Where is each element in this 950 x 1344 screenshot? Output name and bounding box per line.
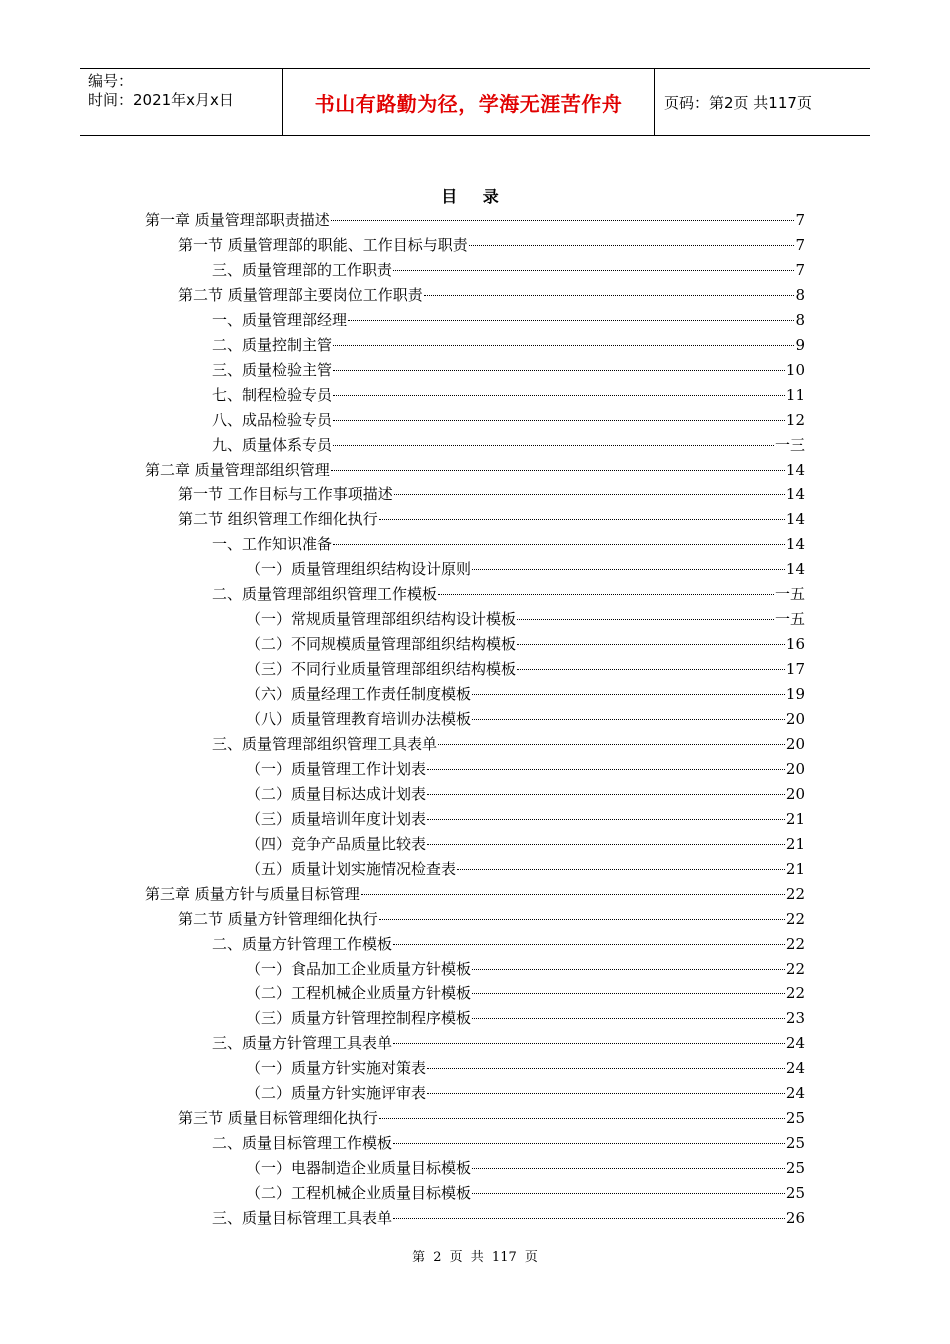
toc-entry-page: 11 [785, 385, 805, 404]
toc-entry-label: 三、质量管理部的工作职责 [212, 260, 393, 279]
toc-entry-page: 16 [785, 635, 805, 654]
toc-entry[interactable] [246, 632, 805, 657]
toc-entry-label: （三）质量方针管理控制程序模板 [246, 1009, 472, 1028]
toc-entry-label: 第二章 质量管理部组织管理 [145, 460, 330, 479]
toc-dot-leader [472, 1168, 785, 1169]
toc-dot-leader [379, 919, 785, 920]
toc-entry[interactable] [178, 507, 805, 532]
toc-entry[interactable] [212, 358, 805, 383]
toc-entry-label: 第二节 组织管理工作细化执行 [178, 510, 378, 529]
toc-dot-leader [517, 669, 785, 670]
toc-entry[interactable] [212, 582, 805, 607]
toc-entry-label: 二、质量管理部组织管理工作模板 [212, 585, 438, 604]
toc-entry[interactable] [246, 1081, 805, 1106]
toc-entry[interactable] [246, 857, 805, 882]
toc-dot-leader [427, 844, 785, 845]
toc-entry-label: 三、质量管理部组织管理工具表单 [212, 734, 438, 753]
header-left-cell [80, 69, 282, 135]
toc-entry-label: （三）不同行业质量管理部组织结构模板 [246, 660, 517, 679]
toc-entry-page: 23 [785, 1009, 805, 1028]
toc-entry-page: 14 [785, 510, 805, 529]
toc-entry-label: （二）不同规模质量管理部组织结构模板 [246, 635, 517, 654]
toc-entry[interactable] [178, 907, 805, 932]
toc-entry[interactable] [246, 832, 805, 857]
toc-dot-leader [427, 769, 785, 770]
toc-entry-label: （二）质量方针实施评审表 [246, 1084, 427, 1103]
toc-entry[interactable] [246, 1181, 805, 1206]
toc-entry[interactable] [145, 208, 805, 233]
toc-entry-page: 7 [795, 260, 805, 279]
toc-dot-leader [472, 694, 785, 695]
toc-entry-page: 25 [785, 1109, 805, 1128]
toc-entry[interactable] [246, 1006, 805, 1031]
toc-entry[interactable] [246, 782, 805, 807]
toc-entry-label: 一、工作知识准备 [212, 535, 333, 554]
toc-dot-leader [333, 445, 774, 446]
toc-entry-page: 一三 [774, 435, 805, 454]
toc-entry[interactable] [178, 1106, 805, 1131]
toc-entry-label: （一）质量管理工作计划表 [246, 759, 427, 778]
toc-entry[interactable] [212, 1206, 805, 1231]
toc-dot-leader [438, 744, 785, 745]
toc-dot-leader [331, 470, 785, 471]
toc-entry-page: 7 [795, 211, 805, 229]
toc-dot-leader [348, 320, 794, 321]
toc-entry-page: 22 [785, 884, 805, 903]
toc-entry-label: 二、质量目标管理工作模板 [212, 1134, 393, 1153]
toc-entry-label: 八、成品检验专员 [212, 410, 333, 429]
toc-entry-page: 22 [785, 934, 805, 953]
toc-dot-leader [472, 1193, 785, 1194]
toc-dot-leader [379, 1118, 785, 1119]
toc-entry-label: 第二节 质量管理部主要岗位工作职责 [178, 285, 423, 304]
toc-entry-label: 第二节 质量方针管理细化执行 [178, 909, 378, 928]
toc-dot-leader [427, 1093, 785, 1094]
toc-dot-leader [472, 993, 785, 994]
toc-dot-leader [361, 894, 785, 895]
toc-entry-label: 三、质量检验主管 [212, 360, 333, 379]
toc-dot-leader [333, 544, 785, 545]
toc-entry-page: 9 [795, 335, 805, 354]
toc-dot-leader [393, 1218, 785, 1219]
toc-entry[interactable] [145, 458, 805, 483]
toc-dot-leader [472, 569, 785, 570]
toc-entry[interactable] [212, 258, 805, 283]
toc-entry-label: 九、质量体系专员 [212, 435, 333, 454]
toc-entry-label: 第三节 质量目标管理细化执行 [178, 1109, 378, 1128]
toc-entry-page: 22 [785, 909, 805, 928]
toc-dot-leader [379, 519, 785, 520]
toc-entry[interactable] [145, 882, 805, 907]
toc-entry-label: （四）竞争产品质量比较表 [246, 834, 427, 853]
page-header [80, 68, 870, 136]
toc-entry-label: （一）质量管理组织结构设计原则 [246, 560, 472, 579]
toc-dot-leader [472, 719, 785, 720]
toc-dot-leader [457, 869, 785, 870]
toc-entry[interactable] [212, 932, 805, 957]
toc-entry-label: 第一节 工作目标与工作事项描述 [178, 485, 393, 504]
toc-entry[interactable] [212, 732, 805, 757]
toc-entry[interactable] [246, 807, 805, 832]
toc-entry-page: 26 [785, 1209, 805, 1227]
toc-dot-leader [427, 819, 785, 820]
toc-dot-leader [472, 1018, 785, 1019]
toc-entry[interactable] [246, 1156, 805, 1181]
toc-entry-page: 25 [785, 1134, 805, 1153]
toc-entry-page: 10 [785, 360, 805, 379]
toc-entry-label: 第一节 质量管理部的职能、工作目标与职责 [178, 235, 468, 254]
toc-dot-leader [517, 619, 774, 620]
toc-entry-page: 21 [785, 834, 805, 853]
toc-entry-label: 第三章 质量方针与质量目标管理 [145, 884, 360, 903]
toc-entry-page: 14 [785, 460, 805, 479]
toc-entry-label: （一）电器制造企业质量目标模板 [246, 1159, 472, 1178]
toc-entry-page: 24 [785, 1084, 805, 1103]
toc-dot-leader [438, 594, 774, 595]
toc-title: 目 录 [441, 187, 509, 206]
toc-entry[interactable] [246, 981, 805, 1006]
toc-entry-page: 25 [785, 1184, 805, 1203]
toc-entry-label: 第一章 质量管理部职责描述 [145, 211, 330, 229]
toc-dot-leader [393, 1043, 785, 1044]
toc-entry[interactable] [246, 707, 805, 732]
toc-entry-label: 一、质量管理部经理 [212, 310, 348, 329]
toc-dot-leader [333, 345, 794, 346]
toc-entry-page: 22 [785, 959, 805, 978]
toc-dot-leader [331, 220, 795, 221]
toc-dot-leader [393, 270, 794, 271]
toc-entry-label: （二）工程机械企业质量目标模板 [246, 1184, 472, 1203]
toc-entry-label: 三、质量方针管理工具表单 [212, 1034, 393, 1053]
toc-entry-page: 8 [795, 285, 805, 304]
toc-entry[interactable] [246, 1056, 805, 1081]
toc-entry-page: 8 [795, 310, 805, 329]
toc-entry[interactable] [178, 233, 805, 258]
toc-entry-label: （三）质量培训年度计划表 [246, 809, 427, 828]
toc-dot-leader [333, 395, 785, 396]
toc-dot-leader [333, 370, 785, 371]
header-number: 编号： [88, 72, 134, 90]
toc-dot-leader [469, 245, 795, 246]
toc-entry[interactable] [212, 532, 805, 557]
toc-entry[interactable] [246, 957, 805, 982]
toc-entry-label: （一）食品加工企业质量方针模板 [246, 959, 472, 978]
toc-entry-label: （五）质量计划实施情况检查表 [246, 859, 457, 878]
toc-entry-page: 24 [785, 1059, 805, 1078]
toc-entry-label: （二）质量目标达成计划表 [246, 784, 427, 803]
toc-entry-page: 14 [785, 560, 805, 579]
toc-dot-leader [424, 295, 795, 296]
toc-entry[interactable] [212, 1131, 805, 1156]
header-motto: 书山有路勤为径，学海无涯苦作舟 [282, 69, 655, 135]
toc-entry[interactable] [246, 757, 805, 782]
toc-dot-leader [427, 1068, 785, 1069]
toc-entry-label: （八）质量管理教育培训办法模板 [246, 710, 472, 728]
toc-entry[interactable] [178, 283, 805, 308]
toc-entry-page: 17 [785, 660, 805, 679]
page-footer: 第 2 页 共 117 页 [412, 1250, 538, 1265]
toc-entry-label: 七、制程检验专员 [212, 385, 333, 404]
toc-entry[interactable] [212, 308, 805, 333]
toc-entry-label: 二、质量控制主管 [212, 335, 333, 354]
toc-entry-page: 19 [785, 685, 805, 704]
toc-entry-page: 14 [785, 535, 805, 554]
toc-entry[interactable] [178, 482, 805, 507]
toc-entry-page: 21 [785, 859, 805, 878]
toc-entry[interactable] [212, 433, 805, 458]
toc-entry[interactable] [246, 557, 805, 582]
toc-entry-label: 三、质量目标管理工具表单 [212, 1209, 393, 1227]
toc-dot-leader [393, 1143, 785, 1144]
toc-entry[interactable] [212, 408, 805, 433]
toc-dot-leader [394, 494, 785, 495]
toc-entry-page: 22 [785, 984, 805, 1003]
header-page-info: 页码：第2页 共117页 [664, 93, 812, 112]
toc-entry-page: 21 [785, 809, 805, 828]
toc-entry-page: 20 [785, 784, 805, 803]
toc-entry-label: （一）常规质量管理部组织结构设计模板 [246, 610, 517, 629]
toc-entry-page: 20 [785, 759, 805, 778]
toc-entry-label: （二）工程机械企业质量方针模板 [246, 984, 472, 1003]
toc-entry[interactable] [212, 333, 805, 358]
toc-entry-page: 一五 [774, 610, 805, 629]
toc-entry-page: 7 [795, 235, 805, 254]
toc-entry-page: 20 [785, 734, 805, 753]
toc-dot-leader [393, 944, 785, 945]
toc-dot-leader [472, 969, 785, 970]
toc-dot-leader [427, 794, 785, 795]
toc-entry-page: 24 [785, 1034, 805, 1053]
toc-entry-label: （一）质量方针实施对策表 [246, 1059, 427, 1078]
toc-entry-page: 25 [785, 1159, 805, 1178]
toc-dot-leader [517, 644, 785, 645]
toc-entry[interactable] [212, 383, 805, 408]
toc-entry-page: 一五 [774, 585, 805, 604]
toc-entry-label: （六）质量经理工作责任制度模板 [246, 685, 472, 704]
toc-dot-leader [333, 420, 785, 421]
header-time: 时间：2021年x月x日 [88, 91, 234, 109]
toc-entry[interactable] [246, 657, 805, 682]
toc-entry-page: 20 [785, 710, 805, 728]
toc-entry-page: 14 [785, 485, 805, 504]
toc-entry[interactable] [246, 607, 805, 632]
toc-entry-page: 12 [785, 410, 805, 429]
toc-entry[interactable] [212, 1031, 805, 1056]
toc-entry[interactable] [246, 682, 805, 707]
toc-entry-label: 二、质量方针管理工作模板 [212, 934, 393, 953]
